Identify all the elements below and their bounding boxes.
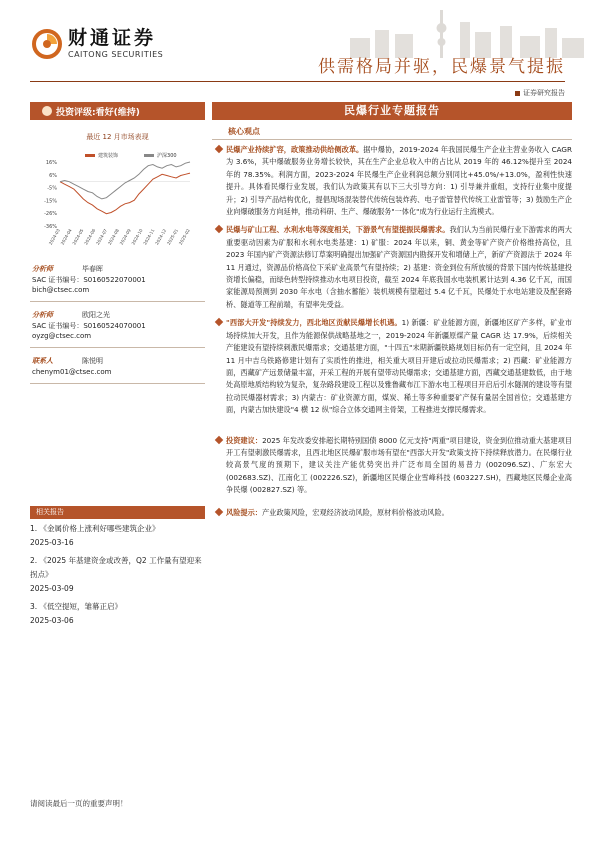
related-report-date: 2025-03-09 xyxy=(30,584,74,593)
analyst-role: 分析师 xyxy=(32,265,53,273)
y-tick-label: -36% xyxy=(44,224,57,230)
analyst-name: 陈悦明 xyxy=(82,357,103,365)
section-rule xyxy=(212,139,572,140)
report-type-label: 证券研究报告 xyxy=(523,89,565,97)
related-report-date: 2025-03-06 xyxy=(30,616,74,625)
analyst-name: 欧阳之光 xyxy=(82,311,110,319)
city-skyline-icon xyxy=(340,8,595,58)
core-view-paragraph xyxy=(214,317,572,416)
rating-bar xyxy=(30,102,205,120)
x-tick-label: 2024-10 xyxy=(130,228,144,246)
caitong-logo-icon xyxy=(32,29,62,59)
related-reports-header: 相关报告 xyxy=(30,506,205,519)
y-tick-label: 6% xyxy=(49,172,57,179)
legend-label-0: 建筑装饰 xyxy=(98,153,119,159)
related-report-title[interactable]: 1. 《金属价格上涨利好哪些建筑企业》 xyxy=(30,524,160,533)
analyst-email[interactable]: oyzg@ctsec.com xyxy=(32,332,92,340)
diamond-bullet-icon xyxy=(215,507,223,515)
x-tick-label: 2024-06 xyxy=(83,228,97,246)
logo-cn-text: 财通证券 xyxy=(68,27,157,49)
analyst-sac: SAC 证书编号：S0160524070001 xyxy=(32,322,146,330)
related-report-title[interactable]: 3. 《低空提短，雏幕正启》 xyxy=(30,602,123,611)
analyst-name: 毕春晖 xyxy=(82,265,103,273)
page-headline: 供需格局并驱，民爆景气提振 xyxy=(318,57,565,77)
report-title: 民爆行业专题报告 xyxy=(212,102,572,120)
square-bullet-icon xyxy=(515,91,520,96)
legend-label-1: 沪深300 xyxy=(157,153,177,159)
paragraph-body: 据中爆协，2019-2024 年我国民爆生产企业主营业务收入 CAGR 为 3.6%，其中爆破服务业务增长较快，其在生产企业总收入中的占比从 2019 年的 46.12%提升至 2024 年的 78.35%。利润方面，2023-2024 年民爆生产企业利润总额分别同比+45.0%/+13.0%，盈利性快速提升。具体看民爆行业发展，我们认为政策其有以下三大引导方向：1) 引导兼并重组，支持行业集中度提升；2) 引导产品结构优化，提倡现场混装替代传统包装炸药、电子雷管替代传统工业雷管等；3) 鼓励生产企业向爆破服务方向延伸，推动科研、生产、爆破服务"一体化"成为行业运行主流模式。 xyxy=(226,145,572,217)
paragraph-lead: 投资建议： xyxy=(226,435,263,445)
company-logo xyxy=(32,28,163,59)
rating-label: 投资评级:看好(维持) xyxy=(56,107,140,118)
core-view-paragraph xyxy=(214,507,572,519)
diamond-bullet-icon xyxy=(215,145,223,153)
related-report-item[interactable] xyxy=(30,554,205,596)
core-view-paragraph xyxy=(214,224,572,311)
y-tick-label: -5% xyxy=(47,185,57,192)
analyst-role: 分析师 xyxy=(32,311,53,319)
header xyxy=(0,0,595,100)
analyst-role: 联系人 xyxy=(32,357,53,365)
core-views xyxy=(212,144,572,519)
analyst-email[interactable]: bich@ctsec.com xyxy=(32,286,90,294)
x-tick-label: 2024-04 xyxy=(59,228,73,246)
x-tick-label: 2024-08 xyxy=(106,228,120,246)
related-report-item[interactable] xyxy=(30,600,205,628)
core-view-paragraph xyxy=(214,435,572,497)
section-label: 核心观点 xyxy=(228,127,260,136)
x-tick-label: 2024-07 xyxy=(95,228,109,246)
paragraph-body: 我们认为当前民爆行业下游需求的两大重要驱动因素为矿服和水利水电类基建：1) 矿服：2024 年以来，铜、黄金等矿产资产价格维持高位，且 2023 年国内矿产资源法修订草案明确提出加强矿产资源国内勘探开发和增储上产，新矿产资源法于 2024 年 11 月通过，资源品价格高位下采矿业高景气有望持续；2) 基建：资金到位有所放缓的背景下国内传统基建投资增长偏稳，而绿色转型持续推动水电项目投资，截至 2024 年底我国水电装机累计达到 4.36 亿千瓦，而国家能源局预测到 2030 年水电（含抽水蓄能）装机规模有望超过 5.4 亿千瓦，民爆处于水电站建设及配套路桥、隧道等工程前端，有望率先受益。 xyxy=(226,225,572,309)
analyst-divider xyxy=(30,383,205,384)
right-column xyxy=(212,102,572,519)
analyst-card xyxy=(30,356,205,384)
analyst-list xyxy=(30,264,205,384)
chart-svg xyxy=(30,146,205,256)
header-rule xyxy=(30,81,565,82)
diamond-bullet-icon xyxy=(215,318,223,326)
left-column xyxy=(30,102,205,384)
y-tick-label: 16% xyxy=(45,160,57,166)
analyst-divider xyxy=(30,347,205,348)
analyst-email[interactable]: chenym01@ctsec.com xyxy=(32,368,112,376)
x-tick-label: 2025-02 xyxy=(177,228,191,246)
related-report-title[interactable]: 2. 《2025 年基建资金或改善，Q2 工作量有望迎来拐点》 xyxy=(30,556,202,579)
paragraph-lead: 民爆产业持续扩容，政策推动供给侧改革。 xyxy=(226,145,364,154)
paragraph-body: 2025 年发改委安排超长期特别国债 8000 亿元支持"两重"项目建设，资金到位推动重大基建项目开工有望刺激民爆需求，且西北地区民爆矿服市场有望在"西部大开发"政策支持下持续释放潜力。在民爆行业较高景气度的预期下，建议关注产能优势突出并广泛布局全国的易普力 (002096.SZ)、广东宏大 (002683.SZ)、江南化工 (002226.SZ)，新疆地区民爆企业雪峰科技 (603227.SH)，西藏地区民爆企业高争民爆 (002827.SZ) 等。 xyxy=(226,435,572,495)
perf-chart-title: 最近 12 月市场表现 xyxy=(86,133,149,141)
x-tick-label: 2025-01 xyxy=(165,228,180,246)
related-report-date: 2025-03-16 xyxy=(30,538,74,547)
analyst-card xyxy=(30,264,205,302)
analyst-divider xyxy=(30,301,205,302)
diamond-bullet-icon xyxy=(215,225,223,233)
related-reports-list xyxy=(30,522,205,632)
y-tick-label: -26% xyxy=(44,211,57,218)
core-view-paragraph xyxy=(214,144,572,218)
series-line-1 xyxy=(60,162,190,199)
related-report-item[interactable] xyxy=(30,522,205,550)
logo-en-text: CAITONG SECURITIES xyxy=(68,50,164,59)
paragraph-body: 1) 新疆：矿业能源方面，新疆地区矿产多样，矿业市场持续加大开发，且作为能源保供战略基地之一，2019-2024 年新疆原煤产量 CAGR 达 17.9%，后续相关产能建设有望持续刺激民爆需求；交通基建方面，"十四五"末期新疆铁路规划目标仍有一定空间，且 2024 年 11 月中吉乌铁路修建计划有了实质性的推进，相关重大项目开建后或拉动民爆需求；2) 西藏：矿业能源方面，西藏矿产远景储量丰富，开采工程的开展有望带动民爆需求；交通基建方面，西藏交通基建数低，由于地处高原地质结构较为复杂，复杂路段建设工程以及雅鲁藏布江下游水电工程项目开启后引水隧洞的建设等有望拉动民爆器材需求；3) 内蒙古：矿业资源方面，煤炭、稀土等多种重要矿产保有量居全国首位；交通基建方面，内蒙古加快建设"4 横 12 纵"综合立体交通网主骨架，工程推进支撑民爆需求。 xyxy=(226,318,572,415)
x-tick-label: 2024-05 xyxy=(71,228,85,246)
report-type xyxy=(515,88,565,98)
paragraph-lead: 风险提示： xyxy=(226,507,262,517)
performance-chart xyxy=(30,146,205,256)
paragraph-body: 产业政策风险，宏观经济波动风险，原材料价格波动风险。 xyxy=(261,507,449,517)
paragraph-lead: 民爆与矿山工程、水利水电等深度相关，下游景气有望提振民爆需求。 xyxy=(226,225,450,235)
analyst-sac: SAC 证书编号：S0160522070001 xyxy=(32,276,146,284)
diamond-bullet-icon xyxy=(215,435,223,443)
x-tick-label: 2024-11 xyxy=(142,228,156,246)
footer-disclaimer-note: 请阅读最后一页的重要声明！ xyxy=(30,799,128,808)
x-tick-label: 2024-09 xyxy=(118,228,132,246)
paragraph-lead: "西部大开发"持续发力，西北地区贡献民爆增长机遇。 xyxy=(226,318,402,328)
x-tick-label: 2024-12 xyxy=(154,228,168,246)
analyst-card xyxy=(30,310,205,348)
rating-icon xyxy=(42,106,52,116)
x-tick-label: 2024-03 xyxy=(47,228,61,246)
y-tick-label: -15% xyxy=(44,198,57,205)
series-line-0 xyxy=(60,173,190,214)
